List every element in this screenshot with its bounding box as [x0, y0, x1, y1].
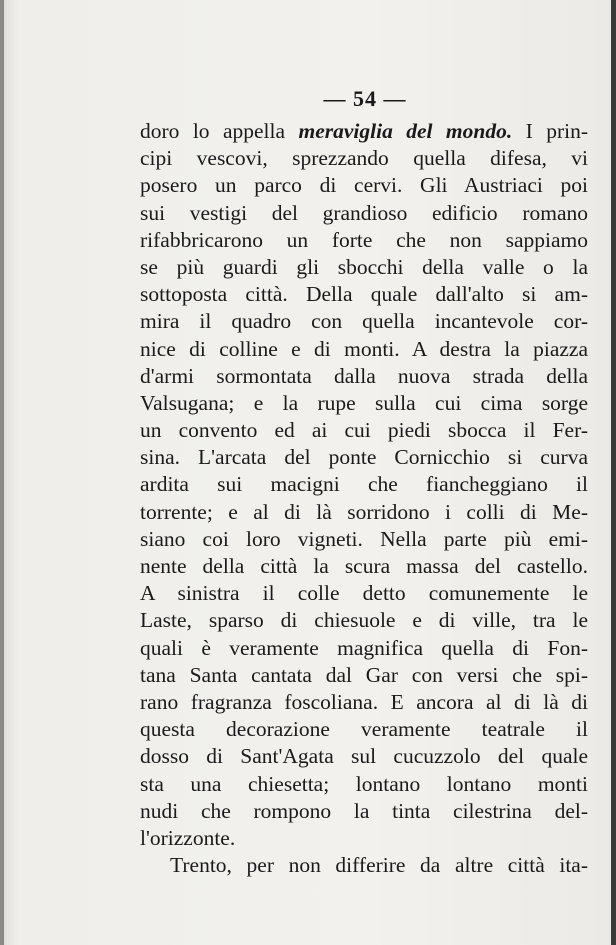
text-line: quali è veramente magnifica quella di Fon-: [140, 635, 588, 660]
text-line: nente della città la scura massa del castello.: [140, 554, 588, 578]
text-line: torrente; e al di là sorridono i colli di Me-: [140, 499, 588, 524]
text-line: posero un parco di cervi. Gli Austriaci poi: [140, 173, 588, 198]
text-line: [140, 118, 588, 145]
body-text: [140, 118, 588, 879]
text-line: Trento, per non differire da altre città ita-: [170, 853, 588, 878]
page-left-edge: [0, 0, 4, 945]
text-run: doro lo appella: [140, 119, 299, 143]
text-line: sta una chiesetta; lontano lontano monti: [140, 771, 588, 796]
text-line: ardita sui macigni che fiancheggiano il: [140, 472, 588, 497]
text-run: I prin-: [512, 119, 589, 143]
emphasis-text: meraviglia del mondo.: [298, 119, 513, 143]
text-line: cipi vescovi, sprezzando quella difesa, vi: [140, 146, 588, 171]
text-line: rifabbricarono un forte che non sappiamo: [140, 227, 588, 252]
text-line: sui vestigi del grandioso edificio romano: [140, 200, 588, 225]
text-line: sottoposta città. Della quale dall'alto si am-: [140, 282, 588, 307]
text-line: questa decorazione veramente teatrale il: [140, 717, 588, 742]
text-line: sina. L'arcata del ponte Cornicchio si curva: [140, 445, 588, 470]
page-right-edge: [611, 0, 616, 945]
text-line: d'armi sormontata dalla nuova strada della: [140, 363, 588, 388]
text-line: dosso di Sant'Agata sul cucuzzolo del quale: [140, 744, 588, 769]
text-line: nice di colline e di monti. A destra la piazza: [140, 336, 588, 361]
text-line: tana Santa cantata dal Gar con versi che spi-: [140, 662, 588, 687]
text-line: se più guardi gli sbocchi della valle o la: [140, 254, 588, 279]
text-line: Laste, sparso di chiesuole e di ville, tra le: [140, 608, 588, 633]
page-number: — 54 —: [323, 86, 407, 111]
text-line: un convento ed ai cui piedi sbocca il Fer-: [140, 418, 588, 443]
text-line: Valsugana; e la rupe sulla cui cima sorge: [140, 390, 588, 415]
text-line: rano fragranza foscoliana. E ancora al di là di: [140, 689, 588, 714]
text-line: mira il quadro con quella incantevole cor-: [140, 309, 588, 334]
text-line: nudi che rompono la tinta cilestrina del-: [140, 798, 588, 823]
text-line: A sinistra il colle detto comunemente le: [140, 581, 588, 606]
text-line: siano coi loro vigneti. Nella parte più emi-: [140, 526, 588, 551]
text-line: l'orizzonte.: [140, 825, 236, 850]
